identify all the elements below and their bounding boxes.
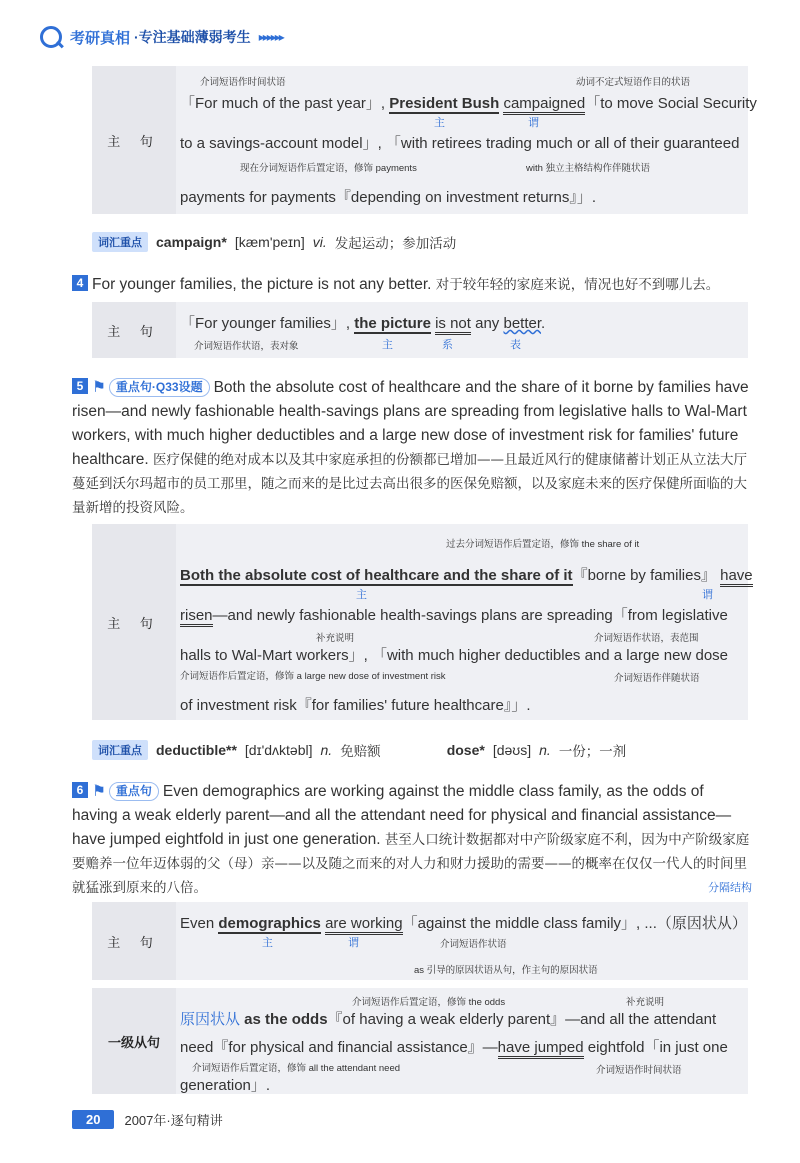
sentence-number: 5 xyxy=(72,378,88,394)
sentence-en: For younger families, the picture is not any better. xyxy=(92,276,432,293)
phrase: any xyxy=(470,315,504,332)
key-sentence-tag: 重点句 xyxy=(109,782,159,801)
analysis-box-main-4 xyxy=(92,902,748,980)
vocab-phonetic: [kæm'peɪn] xyxy=(234,234,305,250)
vocab-tag: 词汇重点 xyxy=(92,232,148,252)
box-body xyxy=(176,66,757,214)
phrase: 「to move Social Security xyxy=(585,95,757,112)
phrase: 「against the middle class family」, ...（原因状从） xyxy=(402,915,747,932)
verb: have jumped xyxy=(498,1039,584,1059)
sentence-4 xyxy=(72,273,752,297)
box-label: 主 句 xyxy=(92,302,176,358)
sentence-en: Both the absolute cost of healthcare and the share of it borne by families have risen—and newly fashionable health-savings plans are spreading from legislative halls to Wal-Mart workers, with much higher deductibles and a large new dose of investment risk for families' future healthcare. xyxy=(72,379,749,468)
phrase: need『for physical and financial assistance』— xyxy=(180,1039,498,1056)
line-4: of investment risk『for families' future healthcare』」. xyxy=(180,697,531,714)
sentence-number: 4 xyxy=(72,275,88,291)
vocab-phonetic: [dəʊs] xyxy=(492,742,532,758)
chevron-decoration: ▸▸▸▸▸▸ xyxy=(258,30,283,44)
split-structure-label: 分隔结构 xyxy=(708,881,752,894)
note-pp: 过去分词短语作后置定语，修饰 the share of it xyxy=(446,539,640,550)
line-3: generation」. xyxy=(180,1077,271,1094)
analysis-box-clause-1 xyxy=(92,988,748,1094)
vocab-meaning: 一份；一剂 xyxy=(558,744,627,760)
brand-slogan: ·专注基础薄弱考生 xyxy=(134,29,251,45)
vocab-pos: vi. xyxy=(312,234,327,250)
line-1 xyxy=(180,312,545,333)
line-1 xyxy=(180,92,757,113)
analysis-box-main-3 xyxy=(92,524,753,720)
note-prep: 介词短语作状语，表对象 xyxy=(194,341,299,352)
page-footer xyxy=(72,1110,223,1129)
sentence-zh: 甚至人口统计数据都对中产阶级家庭不利，因为中产阶级家庭要赡养一位年迈体弱的父（母）亲——以及随之而来的对人力和财力援助的需要——的概率在仅仅一代人的时间里就猛涨到原来的八倍。 xyxy=(72,832,750,896)
analysis-box-main-2 xyxy=(92,302,748,358)
vocab-word: deductible** xyxy=(156,742,237,758)
key-sentence-tag: 重点句·Q33设题 xyxy=(109,378,210,397)
predicative: better xyxy=(503,315,542,332)
vocab-pos: n. xyxy=(320,742,333,758)
role-subject: 主 xyxy=(356,589,367,601)
line-3: halls to Wal-Mart workers」, 「with much higher deductibles and a large new dose xyxy=(180,647,729,664)
note-post: 现在分词短语作后置定语，修饰 payments xyxy=(240,163,417,174)
flag-icon: ⚑ xyxy=(92,783,106,800)
line-1 xyxy=(180,912,747,933)
note-inf: 动词不定式短语作目的状语 xyxy=(576,77,691,88)
sentence-zh: 医疗保健的绝对成本以及其中家庭承担的份额都已增加——且最近风行的健康储蓄计划正从立法大厅蔓延到沃尔玛超市的员工那里，随之而来的是比过去高出很多的医保免赔额，以及家庭未来的医疗保健所面临的大量新增的投资风险。 xyxy=(72,452,748,516)
note-post: 介词短语作后置定语，修饰 a large new dose of investment risk xyxy=(180,671,446,682)
role-verb: 谓 xyxy=(528,117,539,129)
vocab-word: dose* xyxy=(446,742,485,758)
note-post: 介词短语作后置定语，修饰 the odds xyxy=(352,997,506,1008)
note-add: 补充说明 xyxy=(626,997,665,1008)
search-logo-icon xyxy=(40,26,62,48)
line-2: to a savings-account model」, 「with retirees trading much or all of their guaranteed xyxy=(180,135,740,152)
vocab-word: campaign* xyxy=(156,234,227,250)
page-number: 20 xyxy=(72,1110,114,1129)
vocab-meaning: 免赔额 xyxy=(340,744,381,760)
line-1 xyxy=(180,564,753,585)
sentence-zh: 对于较年轻的家庭来说，情况也好不到哪儿去。 xyxy=(435,277,720,293)
line-3: payments for payments『depending on investment returns』」. xyxy=(180,189,597,206)
role-subject: 主 xyxy=(262,937,273,949)
role-subject: 主 xyxy=(382,339,393,351)
phrase: 「For younger families」, xyxy=(180,315,355,332)
box-label: 主 句 xyxy=(92,902,176,980)
subject: President Bush xyxy=(389,95,500,112)
role-verb: 谓 xyxy=(348,937,359,949)
note-prep: 介词短语作时间状语 xyxy=(200,77,286,88)
clause-type-label: 原因状从 xyxy=(180,1011,241,1028)
brand-title: 考研真相 xyxy=(70,29,131,47)
subject: the picture xyxy=(354,315,431,332)
note-acc: 介词短语作伴随状语 xyxy=(614,673,700,684)
footer-title: 2007年·逐句精讲 xyxy=(124,1113,223,1128)
box-body xyxy=(176,302,748,358)
vocab-pos: n. xyxy=(539,742,551,758)
phrase: 『of having a weak elderly parent』—and all the attendant xyxy=(327,1011,717,1028)
verb: risen xyxy=(180,607,213,627)
note-post-2: 介词短语作后置定语，修饰 all the attendant need xyxy=(192,1063,401,1074)
vocab-meaning: 发起运动；参加活动 xyxy=(334,236,457,252)
box-body xyxy=(176,902,748,980)
page-header xyxy=(40,26,283,48)
vocab-row-1 xyxy=(92,232,456,252)
role-pred: 表 xyxy=(510,339,521,351)
sentence-number: 6 xyxy=(72,782,88,798)
verb: campaigned xyxy=(503,95,585,115)
phrase: —and newly fashionable health-savings plans are spreading「from legislative xyxy=(212,607,728,624)
sentence-en: Even demographics are working against the middle class family, as the odds of having a weak elderly parent—and all the attendant need for physical and financial assistance—have jumped eightfold in just one generation. xyxy=(72,783,732,848)
sentence-5 xyxy=(72,376,752,520)
phrase: 『borne by families』 xyxy=(572,567,716,584)
box-label: 主 句 xyxy=(92,524,176,720)
vocab-tag: 词汇重点 xyxy=(92,740,148,760)
note-as: as 引导的原因状语从句，作主句的原因状语 xyxy=(414,965,598,976)
note-prep: 介词短语作状语 xyxy=(440,939,507,950)
phrase: as the odds xyxy=(240,1011,328,1028)
phrase: 「For much of the past year」, xyxy=(180,95,390,112)
note-range: 介词短语作状语，表范围 xyxy=(594,633,699,644)
verb: are working xyxy=(325,915,403,935)
role-verb: 谓 xyxy=(702,589,713,601)
phrase: eightfold「in just one xyxy=(583,1039,728,1056)
phrase: . xyxy=(541,315,546,332)
vocab-phonetic: [dɪ'dʌktəbl] xyxy=(244,742,313,758)
line-2 xyxy=(180,604,728,625)
box-body xyxy=(176,524,753,720)
flag-icon: ⚑ xyxy=(92,379,106,396)
role-verb: 系 xyxy=(442,339,453,351)
sentence-6 xyxy=(72,780,752,900)
vocab-row-2 xyxy=(92,740,626,760)
box-body xyxy=(176,988,748,1094)
line-1 xyxy=(180,1008,716,1029)
note-time: 介词短语作时间状语 xyxy=(596,1065,682,1076)
subject: Both the absolute cost of healthcare and the share of it xyxy=(180,567,573,584)
line-2 xyxy=(180,1036,728,1057)
box-label: 一级从句 xyxy=(92,988,176,1094)
verb: have xyxy=(720,567,753,587)
role-subject: 主 xyxy=(434,117,445,129)
verb: is not xyxy=(435,315,471,335)
subject: demographics xyxy=(218,915,321,932)
note-with: with 独立主格结构作伴随状语 xyxy=(526,163,651,174)
analysis-box-main-1 xyxy=(92,66,757,214)
phrase: Even xyxy=(180,915,219,932)
note-add: 补充说明 xyxy=(316,633,355,644)
box-label: 主 句 xyxy=(92,66,176,214)
